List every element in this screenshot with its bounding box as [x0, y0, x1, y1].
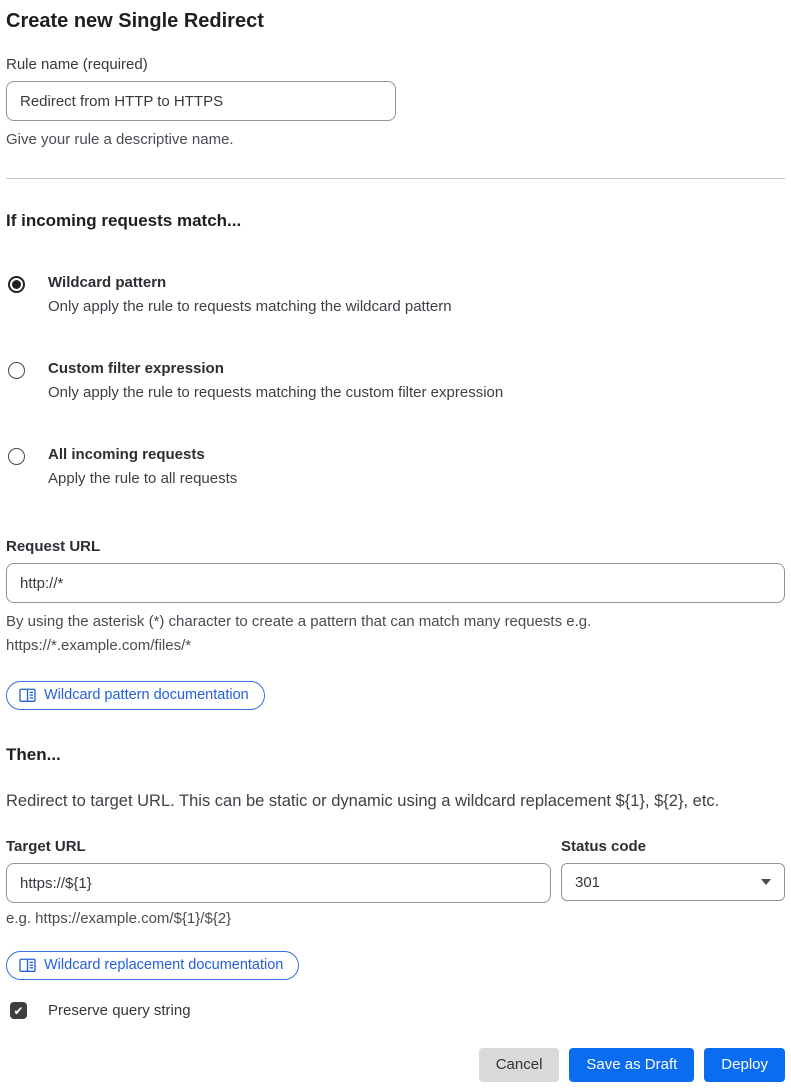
match-type-radio-group — [6, 274, 785, 488]
section-divider — [6, 178, 785, 179]
open-book-icon — [19, 688, 36, 703]
radio-option-custom-filter-expression[interactable] — [6, 360, 785, 402]
rule-name-help: Give your rule a descriptive name. — [6, 131, 234, 148]
target-url-help: e.g. https://example.com/${1}/${2} — [6, 910, 232, 927]
page-title: Create new Single Redirect — [6, 10, 264, 32]
radio-option-wildcard-pattern[interactable] — [6, 274, 785, 316]
preserve-query-string-row[interactable] — [6, 1002, 785, 1019]
wildcard-replacement-docs-button[interactable] — [6, 951, 299, 980]
wildcard-pattern-docs-button[interactable] — [6, 681, 265, 710]
status-code-label: Status code — [561, 838, 647, 855]
doc-button-label: Wildcard pattern documentation — [44, 687, 249, 703]
radio-unselected-icon[interactable] — [8, 448, 25, 465]
preserve-query-string-label: Preserve query string — [48, 1002, 191, 1019]
radio-selected-icon[interactable] — [8, 276, 25, 293]
target-status-row — [6, 838, 785, 928]
request-url-help — [6, 610, 785, 658]
request-url-input[interactable] — [6, 563, 785, 603]
then-section-heading: Then... — [6, 745, 61, 764]
rule-name-label: Rule name (required) — [6, 56, 148, 73]
radio-description: Only apply the rule to requests matching the custom filter expression — [48, 384, 504, 401]
radio-label: Custom filter expression — [48, 360, 224, 377]
radio-unselected-icon[interactable] — [8, 362, 25, 379]
rule-name-input[interactable] — [6, 81, 396, 121]
doc-button-label: Wildcard replacement documentation — [44, 957, 284, 973]
cancel-button[interactable]: Cancel — [479, 1048, 560, 1082]
request-url-help-line2: https://*.example.com/files/* — [6, 637, 192, 654]
chevron-down-icon — [761, 879, 771, 885]
status-code-selected-value: 301 — [575, 873, 601, 891]
radio-label: All incoming requests — [48, 446, 205, 463]
radio-description: Only apply the rule to requests matching the wildcard pattern — [48, 298, 452, 315]
form-actions — [6, 1048, 785, 1082]
request-url-label: Request URL — [6, 538, 101, 555]
then-description: Redirect to target URL. This can be static or dynamic using a wildcard replacement ${1}, ${2}, etc. — [6, 792, 720, 810]
radio-option-all-incoming-requests[interactable] — [6, 446, 785, 488]
deploy-button[interactable]: Deploy — [704, 1048, 785, 1082]
status-code-select[interactable] — [561, 863, 785, 901]
radio-description: Apply the rule to all requests — [48, 470, 238, 487]
target-url-input[interactable] — [6, 863, 551, 903]
match-section-heading: If incoming requests match... — [6, 211, 242, 230]
request-url-help-line1: By using the asterisk (*) character to create a pattern that can match many requests e.g. — [6, 613, 592, 630]
open-book-icon — [19, 958, 36, 973]
checkbox-checked-icon[interactable]: ✔ — [10, 1002, 27, 1019]
target-url-label: Target URL — [6, 838, 86, 855]
radio-label: Wildcard pattern — [48, 274, 167, 291]
save-as-draft-button[interactable]: Save as Draft — [569, 1048, 694, 1082]
